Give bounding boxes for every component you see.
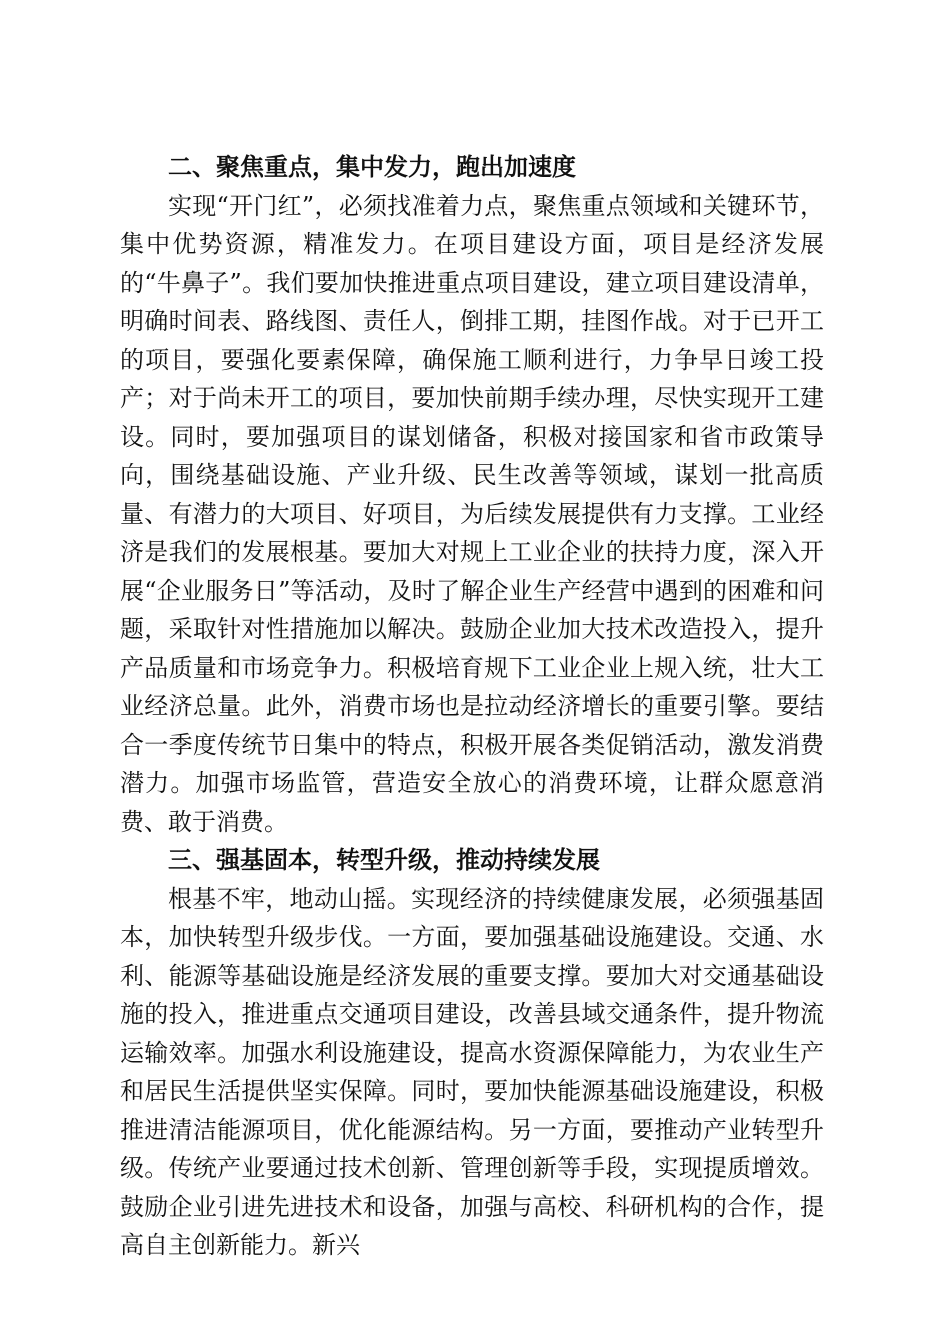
section-paragraph-3: 根基不牢，地动山摇。实现经济的持续健康发展，必须强基固本，加快转型升级步伐。一方面，要加强基础设施建设。交通、水利、能源等基础设施是经济发展的重要支撑。要加大对交通基础设施的投入，推进重点交通项目建设，改善县域交通条件，提升物流运输效率。加强水利设施建设，提高水资源保障能力，为农业生产和居民生活提供坚实保障。同时，要加快能源基础设施建设，积极推进清洁能源项目，优化能源结构。另一方面，要推动产业转型升级。传统产业要通过技术创新、管理创新等手段，实现提质增效。鼓励企业引进先进技术和设备，加强与高校、科研机构的合作，提高自主创新能力。新兴 [120,884,824,1259]
document-body [120,148,824,1265]
section-heading-3: 三、强基固本，转型升级，推动持续发展 [168,846,600,874]
section-paragraph-2: 实现“开门红”，必须找准着力点，聚焦重点领域和关键环节，集中优势资源，精准发力。在项目建设方面，项目是经济发展的“牛鼻子”。我们要加快推进重点项目建设，建立项目建设清单，明确时间表、路线图、责任人，倒排工期，挂图作战。对于已开工的项目，要强化要素保障，确保施工顺利进行，力争早日竣工投产；对于尚未开工的项目，要加快前期手续办理，尽快实现开工建设。同时，要加强项目的谋划储备，积极对接国家和省市政策导向，围绕基础设施、产业升级、民生改善等领域，谋划一批高质量、有潜力的大项目、好项目，为后续发展提供有力支撑。工业经济是我们的发展根基。要加大对规上工业企业的扶持力度，深入开展“企业服务日”等活动，及时了解企业生产经营中遇到的困难和问题，采取针对性措施加以解决。鼓励企业加大技术改造投入，提升产品质量和市场竞争力。积极培育规下工业企业上规入统，壮大工业经济总量。此外，消费市场也是拉动经济增长的重要引擎。要结合一季度传统节日集中的特点，积极开展各类促销活动，激发消费潜力。加强市场监管，营造安全放心的消费环境，让群众愿意消费、敢于消费。 [120,191,824,836]
section-heading-2: 二、聚焦重点，集中发力，跑出加速度 [168,153,576,181]
